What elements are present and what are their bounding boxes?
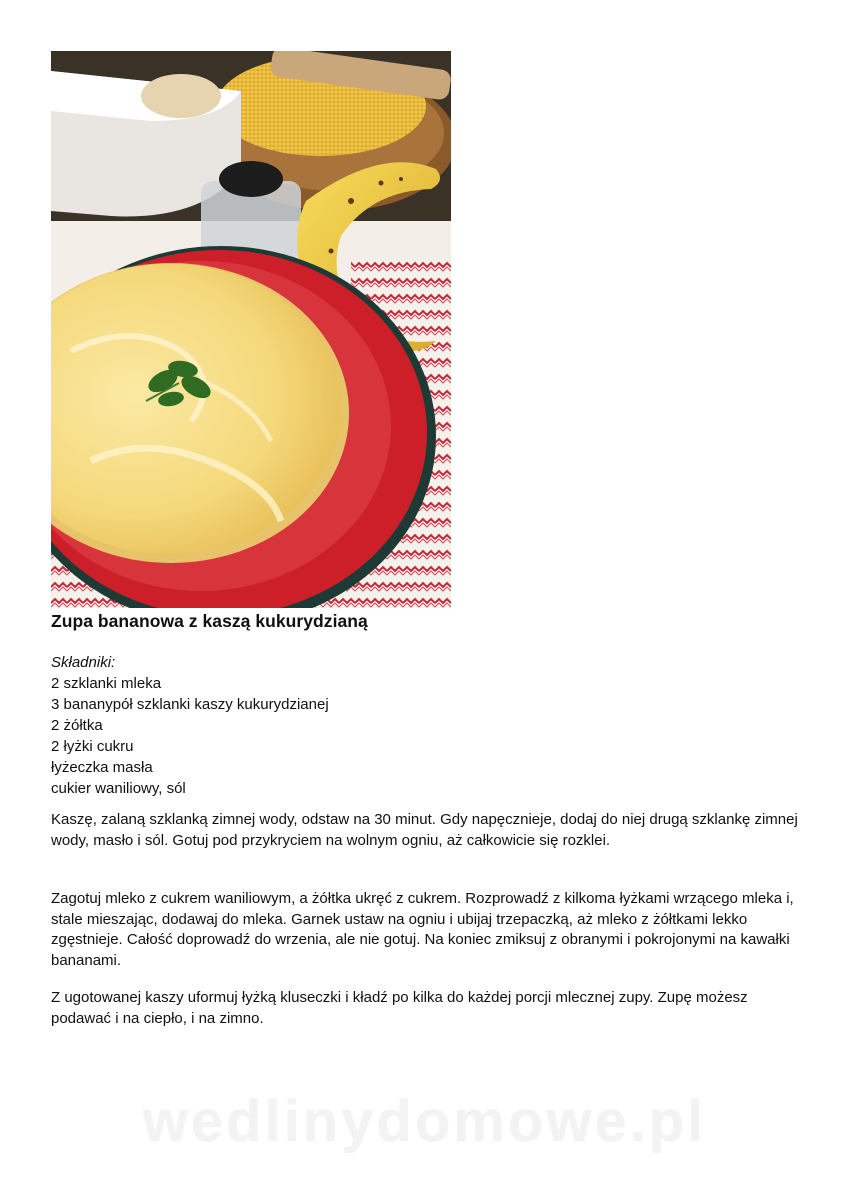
instruction-paragraph: Kaszę, zalaną szklanką zimnej wody, odstaw na 30 minut. Gdy napęcznieje, dodaj do niej drugą szklankę zimnej wody, masło i sól. Gotuj pod przykryciem na wolnym ogniu, aż całkowicie się rozklei. [51, 811, 798, 849]
ingredient-item: 2 żółtka [51, 717, 103, 734]
ingredient-item: 2 łyżki cukru [51, 738, 134, 755]
ingredients-section [51, 652, 329, 799]
ingredient-item: łyżeczka masła [51, 759, 153, 776]
site-watermark: wedlinydomowe.pl [142, 1089, 707, 1154]
ingredients-list [51, 673, 329, 799]
ingredient-item: 2 szklanki mleka [51, 675, 162, 692]
ingredient-item: cukier waniliowy, sól [51, 780, 186, 797]
instruction-paragraph: Zagotuj mleko z cukrem waniliowym, a żółtka ukręć z cukrem. Rozprowadź z kilkoma łyżkami wrzącego mleka i, stale mieszając, dodawaj do mleka. Garnek ustaw na ogniu i ubijaj trzepaczką, aż mleko z żółtkami lekko zgęstnieje. Całość doprowadź do wrzenia, ale nie gotuj. Na koniec zmiksuj z obranymi i pokrojonymi na kawałki bananami. [51, 890, 794, 969]
ingredients-label: Składniki: [51, 654, 116, 671]
recipe-photo [51, 51, 451, 608]
recipe-title: Zupa bananowa z kaszą kukurydzianą [51, 611, 368, 631]
ingredient-item: 3 bananypół szklanki kaszy kukurydzianej [51, 696, 329, 713]
instruction-paragraph: Z ugotowanej kaszy uformuj łyżką kluseczki i kładź po kilka do każdej porcji mlecznej zupy. Zupę możesz podawać i na ciepło, i na zimno. [51, 989, 748, 1027]
